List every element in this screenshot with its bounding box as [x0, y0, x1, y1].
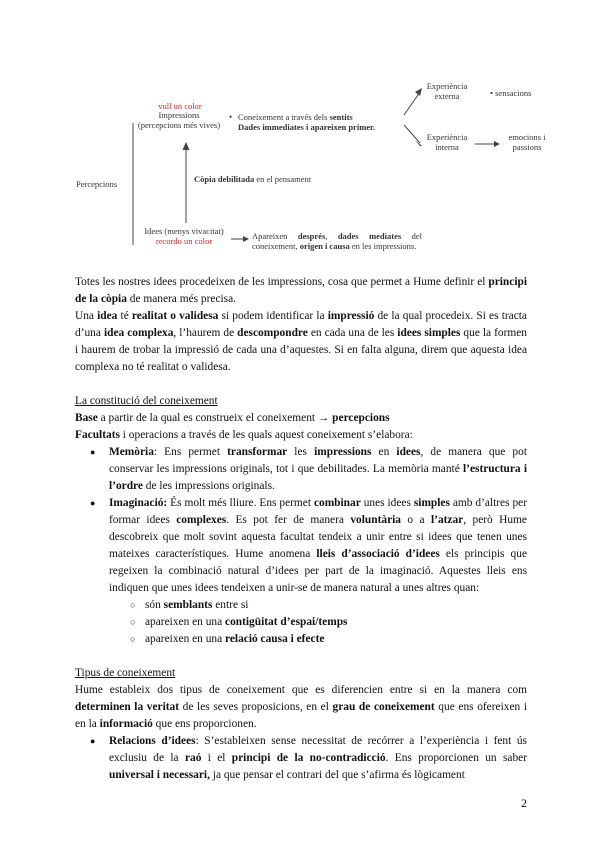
p2-d: realitat o validesa	[131, 310, 219, 322]
list-item-causality	[145, 631, 527, 648]
list-item-memory	[109, 444, 527, 495]
base-c: percepcions	[332, 412, 390, 424]
knowledge-types-list	[75, 733, 527, 784]
base-b: a partir de la qual es construeix el coneixement →	[97, 412, 333, 424]
impressions-description	[238, 112, 398, 132]
section-heading-constitution: La constitució del coneixement	[75, 395, 218, 407]
mem-a: Memòria	[109, 446, 154, 458]
ima-d: unes idees	[360, 497, 414, 509]
bullet-dot: •	[229, 112, 233, 122]
p2-c: té	[117, 310, 132, 322]
base-line	[75, 410, 527, 427]
ima-l: , però Hume descobreix que molt sovint aquesta facultat tendeix a unir entre si idees que tenen unes mateixes característiques. Hume anomena	[109, 514, 527, 560]
sub2-b: contigüitat d’espai/temps	[225, 616, 348, 628]
association-laws-list	[75, 597, 527, 648]
p2-b: idea	[97, 310, 118, 322]
ideas-title: Idees (menys vivacitat)	[144, 226, 224, 236]
immediate-data: Dades immediates i apareixen primer.	[238, 122, 376, 132]
mem-d: les	[287, 446, 315, 458]
ideas-desc-mediate: dades mediates	[337, 231, 402, 241]
page-number: 2	[521, 796, 527, 810]
p1-a: Totes les nostres idees procedeixen de les impressions, cosa que permet a Hume definir el	[75, 276, 489, 288]
list-item-similarity	[145, 597, 527, 614]
fac-b: i operacions a través de les quals aquest coneixement s’elabora:	[119, 429, 413, 441]
p2-g: de la qual procedeix. Si es tracta d’una	[75, 310, 527, 339]
emotions-passions: emocions i passions	[508, 132, 546, 152]
s2-b: determinen la veritat	[75, 701, 180, 713]
s2-c: de les seves proposicions, en el	[179, 701, 333, 713]
ima-n: els principis que regeixen la combinació natural d’idees per part de la imaginació. Aquestes lleis ens indiquen que unes idees tendeixen a unir-se de manera natural a unes altres quan:	[109, 548, 527, 594]
mem-e: impressions	[314, 446, 372, 458]
rel-h: ja que pensar el contrari del que s’afirma és lògicament	[209, 769, 465, 781]
sub1-c: entre si	[212, 599, 249, 611]
senses-text: Coneixement a través dels	[238, 112, 330, 122]
p2-l: idees simples	[397, 327, 461, 339]
mem-j: de les impressions originals.	[142, 480, 275, 492]
example-remember-color: recordo un color	[155, 236, 213, 246]
perceptions-label: Percepcions	[76, 179, 118, 189]
sensations: • sensacions	[490, 88, 532, 98]
paragraph-types	[75, 682, 527, 733]
ima-k: l’atzar	[430, 514, 464, 526]
sub1-b: semblants	[163, 599, 213, 611]
mem-i: l’estructura i l’ordre	[109, 463, 527, 492]
ideas-box	[144, 226, 224, 246]
copy-rest: en el pensament	[254, 174, 312, 184]
p2-j: descompondre	[237, 327, 308, 339]
ideas-desc-comma: ,	[325, 231, 338, 241]
faculties-line	[75, 427, 527, 444]
sub3-b: relació causa i efecte	[225, 633, 325, 645]
ima-h: . Es pot fer de manera	[226, 514, 351, 526]
ideas-desc-1: Apareixen	[252, 231, 298, 241]
rel-c: raó	[184, 752, 202, 764]
list-item-imagination	[109, 495, 527, 597]
ima-g: complexes	[176, 514, 227, 526]
ima-i: voluntària	[350, 514, 401, 526]
rel-e: principi de la no-contradicció	[231, 752, 386, 764]
base-a: Base	[75, 412, 98, 424]
mem-f: en	[371, 446, 397, 458]
body-text	[75, 274, 527, 784]
mem-b: : Ens permet	[153, 446, 228, 458]
p2-m: que la formen i haurem de trobar la impressió de cada una d’aquestes. Si en falta alguna, direm que aquesta idea complexa no té realitat o validesa.	[75, 327, 527, 373]
ideas-description	[252, 231, 422, 251]
list-item-contiguity	[145, 614, 527, 631]
paragraph-validity	[75, 308, 527, 376]
mem-h: , de manera que pot conservar les impressions originals, tot i que debilitades. La memòria manté	[109, 446, 527, 475]
p2-f: impressió	[327, 310, 375, 322]
ideas-desc-of: del	[401, 231, 423, 241]
s2-f: informació	[99, 718, 153, 730]
ima-e: simples	[413, 497, 450, 509]
mem-g: idees	[396, 446, 421, 458]
ideas-desc-knowledge: coneixement,	[252, 241, 300, 251]
ima-f: amb d’altres per formar idees	[109, 497, 528, 526]
p2-i: , l’haurem de	[173, 327, 238, 339]
ima-m: lleis d’associació d’idees	[316, 548, 440, 560]
rel-f: . Ens proporcionen un saber	[385, 752, 527, 764]
p2-a: Una	[75, 310, 98, 322]
copy-label	[194, 174, 354, 184]
rel-a: Relacions d’idees	[109, 735, 196, 747]
ima-a: Imaginació:	[109, 497, 168, 509]
section-heading-types: Tipus de coneixement	[75, 667, 176, 679]
ideas-desc-end: en les impressions.	[349, 241, 417, 251]
copy-bold: Còpia debilitada	[194, 174, 255, 184]
ima-j: o a	[401, 514, 431, 526]
s2-g: que ens proporcionen.	[152, 718, 257, 730]
ima-c: combinar	[313, 497, 361, 509]
example-want-color: vull un color	[158, 101, 202, 111]
external-experience: Experiència externa	[426, 81, 468, 101]
impressions-title: Impressions	[158, 110, 200, 120]
s2-a: Hume estableix dos tipus de coneixement que es diferencien entre si en la manera com	[75, 684, 527, 696]
sub1-a: són	[145, 599, 164, 611]
sub2-a: apareixen en una	[145, 616, 226, 628]
impressions-box	[136, 110, 222, 130]
faculties-list	[75, 444, 527, 597]
p2-h: idea complexa	[103, 327, 174, 339]
rel-d: i el	[201, 752, 232, 764]
p1-b: principi de la còpia	[75, 276, 527, 305]
mem-c: transformar	[227, 446, 288, 458]
sensations-text: sensacions	[495, 88, 532, 98]
rel-b: : S’estableixen sense necessitat de recórrer a l’experiència i fent ús exclusiu de la	[109, 735, 527, 764]
ideas-desc-after: després	[297, 231, 326, 241]
p1-c: de manera més precisa.	[126, 293, 237, 305]
impressions-subtitle: (percepcions més vives)	[137, 120, 221, 130]
sub3-a: apareixen en una	[145, 633, 226, 645]
s2-d: grau de coneixement	[332, 701, 435, 713]
fac-a: Facultats	[75, 429, 120, 441]
rel-g: universal i necessari,	[109, 769, 210, 781]
p2-k: en cada una de les	[307, 327, 398, 339]
senses-bold: sentits	[329, 112, 353, 122]
paragraph-copy-principle	[75, 274, 527, 308]
list-item-relations-of-ideas	[109, 733, 527, 784]
ideas-desc-origin: origen i causa	[299, 241, 350, 251]
ima-b: És molt més lliure. Ens permet	[167, 497, 314, 509]
internal-experience: Experiència interna	[426, 132, 468, 152]
p2-e: si podem identificar la	[218, 310, 328, 322]
s2-e: que ens ofereixen i en la	[75, 701, 527, 730]
